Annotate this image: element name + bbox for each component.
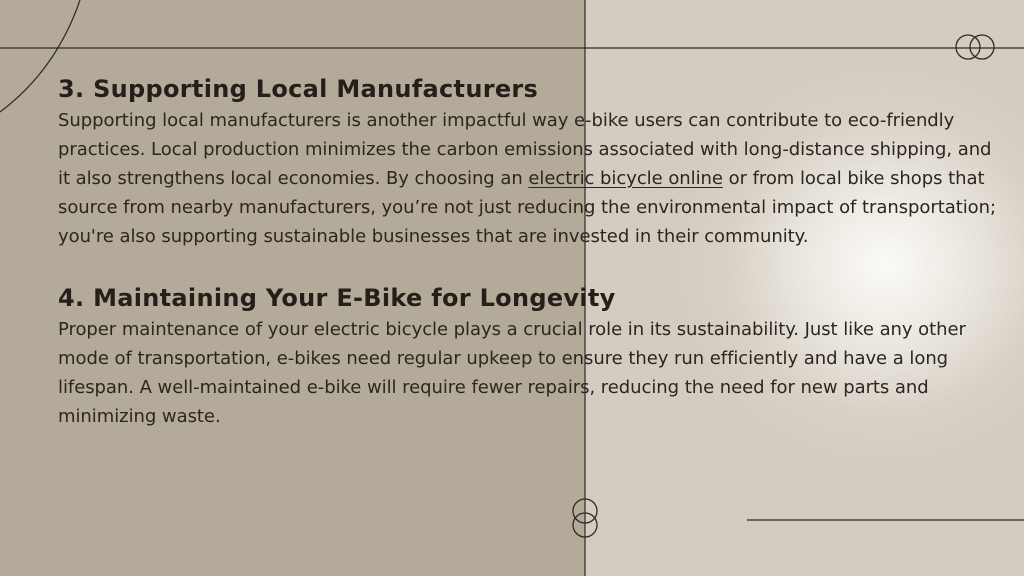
content-area [58,72,1003,431]
electric-bicycle-online-link[interactable]: electric bicycle online [528,168,723,189]
section-paragraph: Proper maintenance of your electric bicycle plays a crucial role in its sustainability. Just like any other mode of transportation, e-bikes need regular upkeep to ensure they run efficiently and have a long lifespan. A well-maintained e-bike will require fewer repairs, reducing the need for new parts and minimizing waste. [58,319,966,427]
section-local-manufacturers [58,72,1003,251]
section-maintaining-ebike [58,281,1003,431]
section-paragraph [58,106,1003,251]
section-heading: 3. Supporting Local Manufacturers [58,75,539,103]
paragraph-text: Supporting local manufacturers is another impactful way e-bike users can contribute to eco-friendly practices. Local production minimizes the carbon emissions associated with long-distance shipping, and it also strengthens local economies. By choosing an [58,110,992,189]
paragraph-text: or from local bike shops that source from nearby manufacturers, you’re not just reducing the environmental impact of transportation; you're also supporting sustainable businesses that are invested in their community. [58,168,996,247]
section-heading: 4. Maintaining Your E-Bike for Longevity [58,284,616,312]
